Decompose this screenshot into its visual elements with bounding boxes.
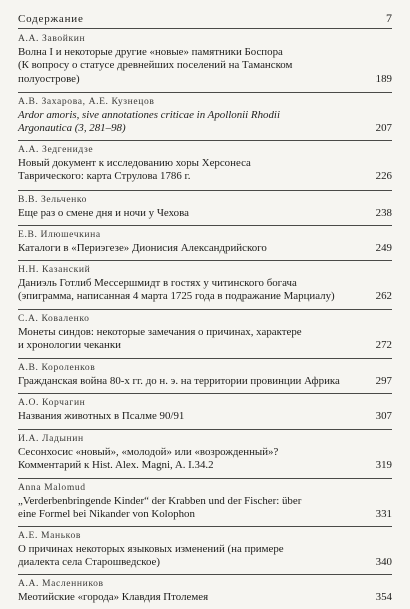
header-divider	[18, 28, 392, 29]
entry-title	[18, 326, 392, 353]
toc-list	[18, 30, 392, 609]
title-line: полуострове)	[18, 72, 80, 85]
entry-page: 238	[375, 207, 392, 219]
title-line: Волна I и некоторые другие «новые» памятники Боспора	[18, 46, 283, 58]
title-line: „Verderbenbringende Kinder“ der Krabben und der Fischer: über	[18, 495, 302, 507]
title-line: Сесонхосис «новый», «молодой» или «возрожденный»?	[18, 446, 279, 458]
toc-entry	[18, 359, 392, 394]
toc-entry	[18, 30, 392, 93]
toc-entry	[18, 226, 392, 261]
title-line: eine Formel bei Nikander von Kolophon	[18, 508, 195, 521]
title-line: Даниэль Готлиб Мессершмидт в гостях у читинского богача	[18, 277, 297, 289]
entry-title	[18, 410, 392, 423]
title-line: О причинах некоторых языковых изменений (на примере	[18, 543, 284, 555]
entry-title	[18, 157, 392, 184]
entry-title	[18, 242, 392, 255]
title-line: (К вопросу о статусе древнейших поселений на Таманском	[18, 59, 293, 72]
entry-page: 340	[375, 556, 392, 569]
entry-page: 331	[375, 508, 392, 521]
entry-author: А.О. Корчагин	[18, 397, 86, 408]
title-line: Комментарий к Hist. Alex. Magni, A. I.34.2	[18, 459, 214, 472]
title-line: Новый документ к исследованию хоры Херсонеса	[18, 157, 251, 169]
title-line: (эпиграмма, написанная 4 марта 1725 года в подражание Марциалу)	[18, 290, 335, 303]
toc-entry	[18, 479, 392, 527]
entry-author: А.В. Короленков	[18, 362, 96, 373]
page-number: 7	[386, 11, 392, 25]
entry-author: Е.В. Илюшечкина	[18, 229, 101, 240]
entry-page: 207	[375, 122, 392, 135]
entry-title	[18, 495, 392, 522]
entry-page: 319	[375, 459, 392, 472]
toc-entry	[18, 430, 392, 479]
entry-author: И.А. Ладынин	[18, 433, 84, 444]
toc-entry	[18, 261, 392, 310]
page-header	[18, 11, 392, 26]
entry-author: А.А. Зедгенидзе	[18, 144, 94, 155]
entry-author: В.В. Зельченко	[18, 194, 88, 205]
entry-title	[18, 446, 392, 473]
section-title: Содержание	[18, 13, 84, 25]
title-line: Меотийские «города» Клавдия Птолемея	[18, 591, 209, 603]
entry-author: А.А. Масленников	[18, 578, 104, 589]
title-line: Таврического: карта Струлова 1786 г.	[18, 170, 191, 183]
title-line: Ardor amoris, sive annotationes criticae in Apollonii Rhodii	[18, 109, 280, 121]
entry-title	[18, 277, 392, 304]
toc-entry	[18, 527, 392, 575]
entry-title	[18, 591, 392, 604]
title-line: и хронологии чеканки	[18, 339, 121, 352]
toc-entry	[18, 575, 392, 609]
entry-title	[18, 46, 392, 86]
toc-entry	[18, 310, 392, 359]
toc-entry	[18, 93, 392, 141]
entry-author: А.В. Захарова, А.Е. Кузнецов	[18, 96, 155, 107]
entry-page: 226	[375, 170, 392, 183]
entry-title	[18, 375, 392, 388]
entry-title	[18, 543, 392, 570]
entry-page: 354	[375, 591, 392, 603]
entry-title	[18, 207, 392, 220]
title-line: Каталоги в «Периэгезе» Дионисия Александрийского	[18, 242, 267, 254]
title-line: Монеты синдов: некоторые замечания о причинах, характере	[18, 326, 302, 338]
entry-page: 189	[375, 72, 392, 85]
entry-author: С.А. Коваленко	[18, 313, 90, 324]
entry-page: 297	[375, 375, 392, 387]
entry-page: 307	[375, 410, 392, 422]
entry-page: 262	[375, 290, 392, 303]
entry-title	[18, 109, 392, 136]
title-line: диалекта села Старошведское)	[18, 556, 160, 569]
toc-entry	[18, 191, 392, 226]
toc-entry	[18, 394, 392, 430]
entry-author: Anna Malomud	[18, 482, 86, 493]
title-line: Еще раз о смене дня и ночи у Чехова	[18, 207, 189, 219]
entry-page: 272	[375, 339, 392, 352]
title-line: Гражданская война 80-х гг. до н. э. на территории провинции Африка	[18, 375, 340, 387]
entry-page: 249	[375, 242, 392, 254]
entry-author: А.А. Завойкин	[18, 33, 86, 44]
entry-author: Н.Н. Казанский	[18, 264, 91, 275]
entry-author: А.Е. Маньков	[18, 530, 81, 541]
toc-entry	[18, 141, 392, 191]
title-line: Argonautica (3, 281–98)	[18, 122, 126, 135]
title-line: Названия животных в Псалме 90/91	[18, 410, 185, 422]
